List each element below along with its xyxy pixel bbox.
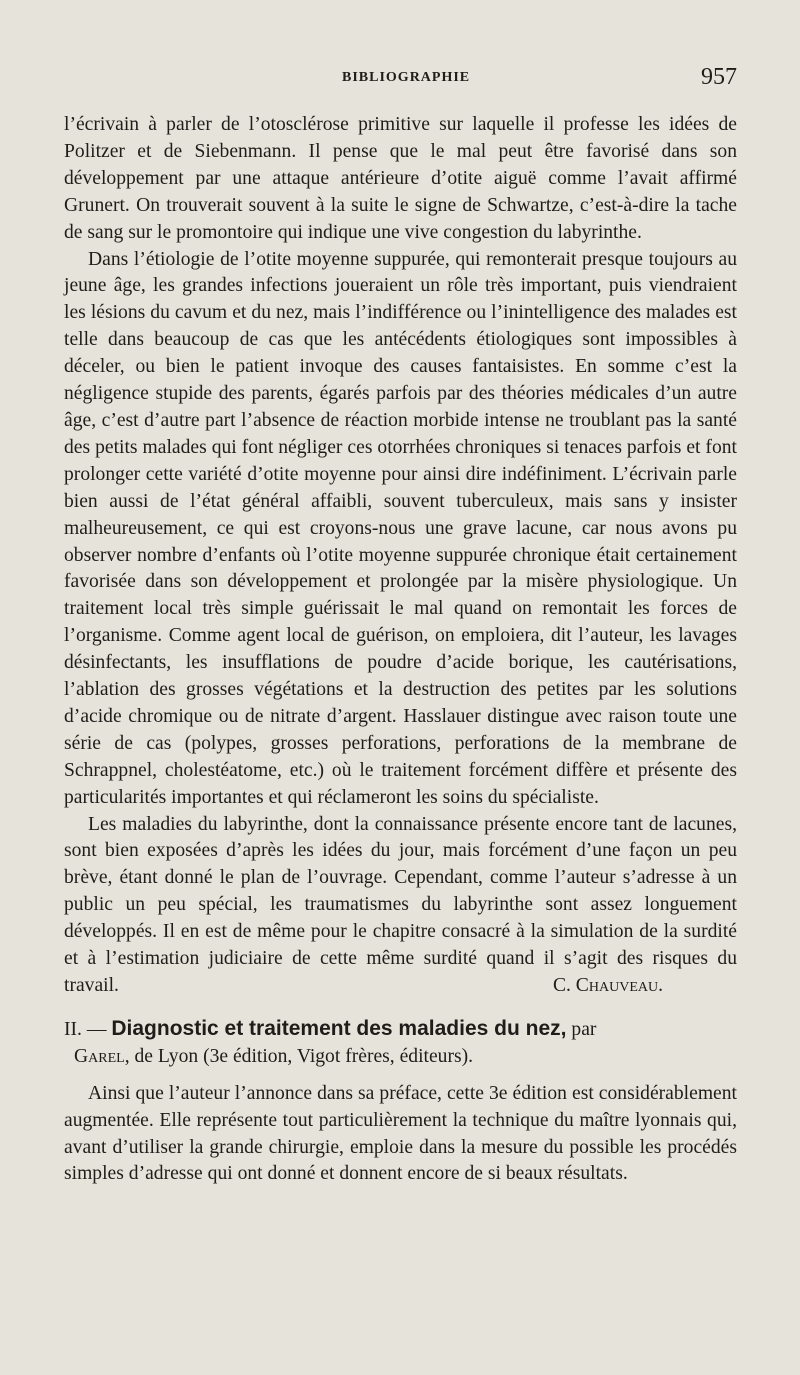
section-heading bbox=[64, 1016, 737, 1071]
paragraph-3 bbox=[64, 812, 737, 1000]
section-number: II. — bbox=[64, 1018, 107, 1040]
book-title: Diagnostic et traitement des maladies du nez, bbox=[111, 1016, 567, 1040]
page-header bbox=[64, 66, 737, 92]
running-head: BIBLIOGRAPHIE bbox=[342, 70, 471, 85]
page-number: 957 bbox=[701, 64, 737, 90]
section-author: Garel bbox=[74, 1045, 125, 1067]
body-text bbox=[64, 112, 737, 1188]
paragraph-1: l’écrivain à parler de l’otosclérose primitive sur laquelle il professe les idées de Politzer et de Siebenmann. Il pense que le mal peut être favorisé dans son développement par une attaque antérieure d’otite aiguë comme l’avait affirmé Grunert. On trouverait souvent à la suite le signe de Schwartze, c’est-à-dire la tache de sang sur le promontoire qui indique une vive congestion du labyrinthe. bbox=[64, 114, 737, 243]
section-publication: , de Lyon (3e édition, Vigot frères, éditeurs). bbox=[124, 1045, 474, 1067]
paragraph-2: Dans l’étiologie de l’otite moyenne suppurée, qui remonterait presque toujours au jeune âge, les grandes infections joueraient un rôle très important, puis viendraient les lésions du cavum et du nez, mais l’indifférence ou l’inintelligence des malades est telle dans beaucoup de cas que les antécédents étiologiques sont impossibles à déceler, ou bien le patient invoque des causes fantaisistes. En somme c’est la négligence stupide des parents, égarés parfois par des théories médicales d’un autre âge, c’est d’autre part l’absence de réaction morbide intense ne troublant pas la santé des petits malades qui font négliger ces otorrhées chroniques si tenaces parfois et font prolonger cette variété d’otite moyenne pour ainsi dire indéfiniment. L’écrivain parle bien aussi de l’état général affaibli, souvent tuberculeux, mais sans y insister malheureusement, ce qui est croyons-nous une grave lacune, car nous avons pu observer nombre d’enfants où l’otite moyenne suppurée chronique était certainement favorisée dans son développement et prolongée par la misère physiologique. Un traitement local très simple guérissait le mal quand on remontait les forces de l’organisme. Comme agent local de guérison, on emploiera, dit l’auteur, les lavages désinfectants, les insufflations de poudre d’acide borique, les cautérisations, l’ablation des grosses végétations et la destruction des petites par les solutions d’acide chromique ou de nitrate d’argent. Hasslauer distingue avec raison toute une série de cas (polypes, grosses perforations, perforations de la membrane de Schrappnel, cholestéatome, etc.) où le traitement forcément diffère et présente des particularités importantes et qui réclameront les soins du spécialiste. bbox=[64, 248, 737, 808]
section-byline bbox=[64, 1044, 737, 1071]
paragraph-4: Ainsi que l’auteur l’annonce dans sa préface, cette 3e édition est considérablement augmentée. Elle représente tout particulièrement la technique du maître lyonnais qui, avant d’utiliser la grande chirurgie, emploie dans la mesure du possible les procédés simples d’adresse qui ont donné et donnent encore de si beaux résultats. bbox=[64, 1082, 737, 1185]
paragraph-3-text: Les maladies du labyrinthe, dont la connaissance présente encore tant de lacunes, sont bien exposées d’après les idées du jour, mais forcément d’une façon un peu brève, étant donné le plan de l’ouvrage. Cependant, comme l’auteur s’adresse à un public un peu spécial, les traumatismes du labyrinthe sont assez longuement développés. Il en est de même pour le chapitre consacré à la simulation de la surdité et à l’estimation judiciaire de cette même surdité quand il s’agit des risques du travail. bbox=[64, 813, 737, 996]
section-by: par bbox=[571, 1018, 597, 1040]
review-signature: C. Chauveau. bbox=[552, 975, 663, 996]
